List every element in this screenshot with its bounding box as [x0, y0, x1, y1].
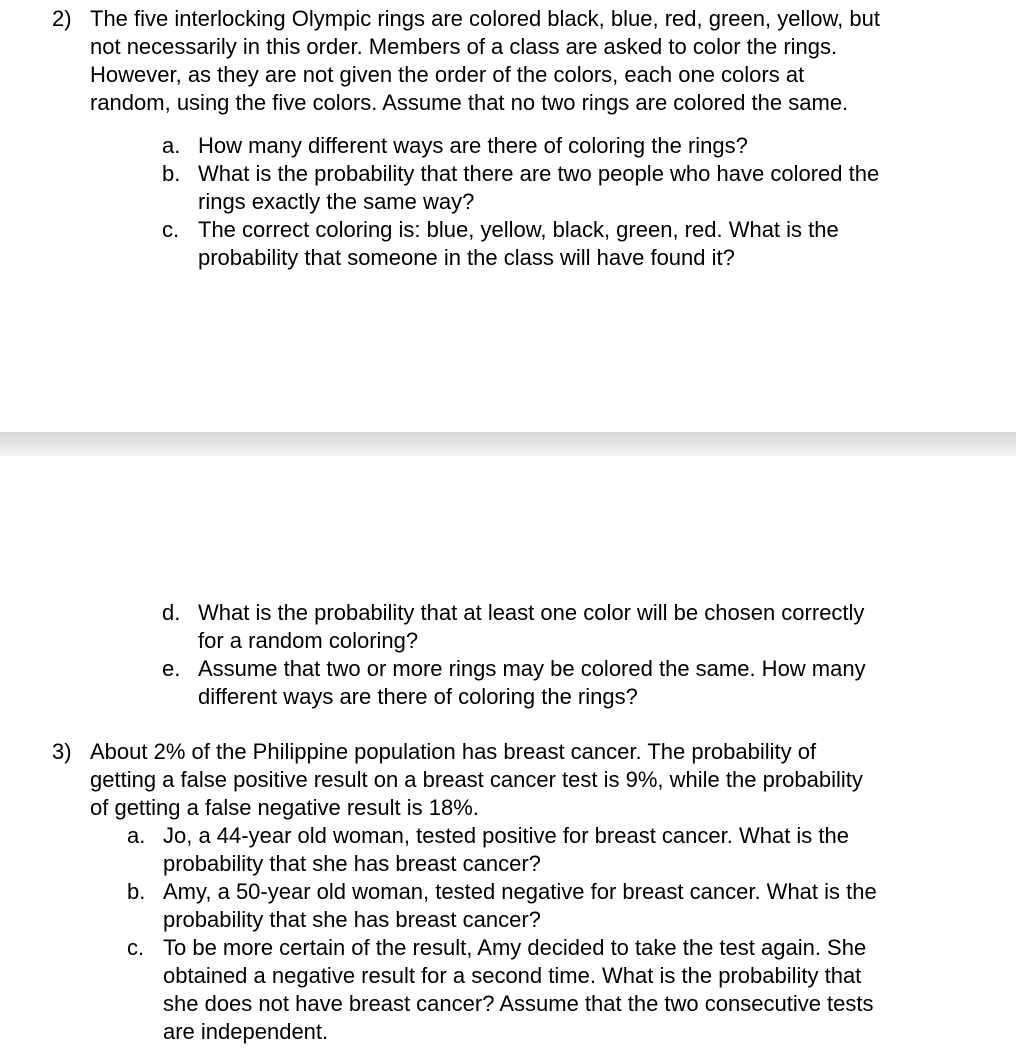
- subquestion-text-line: probability that she has breast cancer?: [163, 907, 541, 932]
- subquestion-text-line: probability that she has breast cancer?: [163, 851, 541, 876]
- subquestion-text-line: are independent.: [163, 1019, 329, 1044]
- subquestion-text-line: Amy, a 50-year old woman, tested negative for breast cancer. What is the: [163, 879, 877, 904]
- subquestion-label: a.: [162, 133, 181, 158]
- subquestion-label: c.: [127, 935, 145, 960]
- subquestion-text-line: Jo, a 44-year old woman, tested positive for breast cancer. What is the: [163, 823, 850, 848]
- subquestion-label: d.: [162, 600, 181, 625]
- subquestion-text-line: different ways are there of coloring the rings?: [198, 684, 638, 709]
- subquestion-label: a.: [127, 823, 146, 848]
- document-page-top: [0, 0, 1016, 432]
- subquestion-label: b.: [127, 879, 146, 904]
- subquestion-label: c.: [162, 217, 180, 242]
- question-text-line: About 2% of the Philippine population has breast cancer. The probability of: [90, 739, 817, 764]
- question-number: 3): [52, 739, 72, 764]
- subquestion-text-line: What is the probability that there are two people who have colored the: [198, 161, 880, 186]
- question-text-line: However, as they are not given the order of the colors, each one colors at: [90, 62, 805, 87]
- subquestion-text-line: she does not have breast cancer? Assume that the two consecutive tests: [163, 991, 874, 1016]
- question-text-line: of getting a false negative result is 18%.: [90, 795, 479, 820]
- subquestion-text-line: probability that someone in the class will have found it?: [198, 245, 735, 270]
- subquestion-text-line: for a random coloring?: [198, 628, 419, 653]
- question-text-line: getting a false positive result on a breast cancer test is 9%, while the probability: [90, 767, 863, 792]
- subquestion-label: b.: [162, 161, 181, 186]
- subquestion-text-line: How many different ways are there of coloring the rings?: [198, 133, 748, 158]
- subquestion-text-line: rings exactly the same way?: [198, 189, 475, 214]
- question-number: 2): [52, 6, 72, 31]
- page-separator: [0, 432, 1016, 456]
- subquestion-text-line: To be more certain of the result, Amy decided to take the test again. She: [163, 935, 867, 960]
- subquestion-text-line: The correct coloring is: blue, yellow, black, green, red. What is the: [198, 217, 839, 242]
- subquestion-text-line: obtained a negative result for a second time. What is the probability that: [163, 963, 862, 988]
- question-text-line: not necessarily in this order. Members of a class are asked to color the rings.: [90, 34, 838, 59]
- subquestion-text-line: Assume that two or more rings may be colored the same. How many: [198, 656, 866, 681]
- question-text-line: random, using the five colors. Assume that no two rings are colored the same.: [90, 90, 849, 115]
- subquestion-label: e.: [162, 656, 181, 681]
- subquestion-text-line: What is the probability that at least one color will be chosen correctly: [198, 600, 865, 625]
- question-text-line: The five interlocking Olympic rings are colored black, blue, red, green, yellow, but: [90, 6, 880, 31]
- document-page-bottom: [0, 456, 1016, 1058]
